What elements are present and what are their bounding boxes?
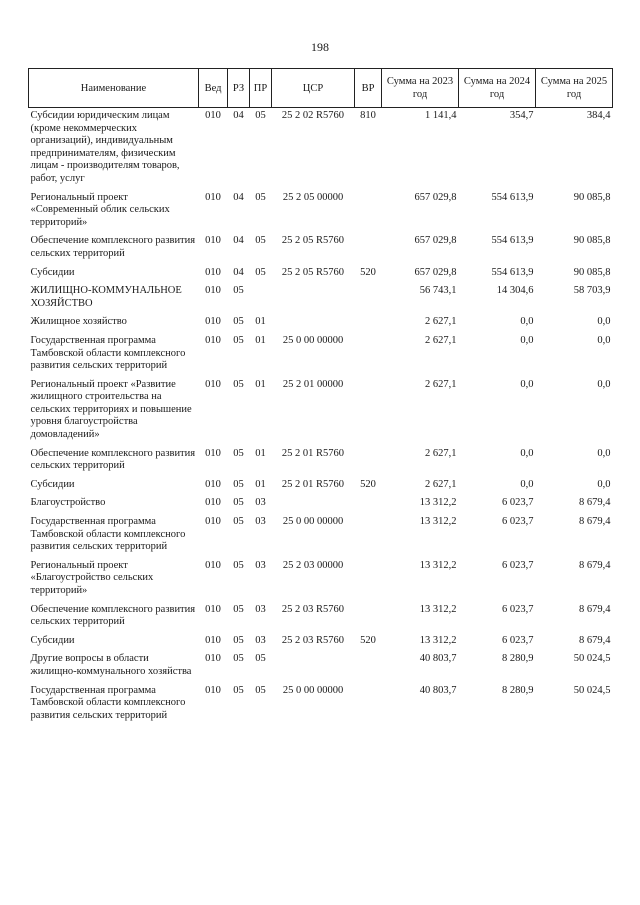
cell-sum-2024: 6 023,7 <box>502 559 534 571</box>
table-row <box>29 477 613 496</box>
cell-sum-2025: 8 679,4 <box>579 516 611 528</box>
cell-name: Субсидии <box>30 266 75 278</box>
column-header-sum-2023: Сумма на 2023 год <box>382 69 459 108</box>
cell-vr <box>355 651 382 682</box>
cell-csr <box>272 495 355 514</box>
cell-pr: 01 <box>255 478 266 490</box>
cell-sum-2023: 2 627,1 <box>425 316 457 328</box>
cell-pr: 05 <box>255 266 266 278</box>
cell-name: Государственная программа Тамбовской области комплексного развития сельских территорий <box>30 334 186 372</box>
cell-rz: 05 <box>233 559 244 571</box>
cell-sum-2023: 13 312,2 <box>419 603 457 615</box>
cell-ved: 010 <box>205 285 221 297</box>
cell-sum-2024: 6 023,7 <box>502 634 534 646</box>
table-row <box>29 190 613 234</box>
cell-sum-2023: 1 141,4 <box>425 110 457 121</box>
table-row <box>29 283 613 314</box>
cell-csr: 25 0 00 00000 <box>282 334 344 346</box>
cell-csr: 25 2 01 00000 <box>282 378 344 390</box>
cell-vr: 810 <box>360 110 376 121</box>
cell-ved: 010 <box>205 334 221 346</box>
cell-vr <box>355 333 382 377</box>
table-row <box>29 495 613 514</box>
column-header-sum-2025: Сумма на 2025 год <box>536 69 613 108</box>
table-row <box>29 651 613 682</box>
cell-ved: 010 <box>205 378 221 390</box>
cell-sum-2025: 8 679,4 <box>579 634 611 646</box>
cell-pr: 03 <box>255 497 266 509</box>
cell-sum-2024: 6 023,7 <box>502 516 534 528</box>
cell-pr: 03 <box>255 559 266 571</box>
cell-rz: 05 <box>233 378 244 390</box>
cell-vr <box>355 514 382 558</box>
cell-sum-2025: 0,0 <box>597 478 611 490</box>
cell-csr <box>272 314 355 333</box>
table-row <box>29 265 613 284</box>
cell-rz: 05 <box>233 634 244 646</box>
cell-sum-2024: 0,0 <box>520 447 534 459</box>
cell-name: ЖИЛИЩНО-КОММУНАЛЬНОЕ ХОЗЯЙСТВО <box>30 285 182 309</box>
cell-ved: 010 <box>205 653 221 665</box>
cell-csr: 25 2 01 R5760 <box>281 478 345 490</box>
cell-vr <box>355 283 382 314</box>
cell-sum-2024: 354,7 <box>509 110 534 121</box>
table-body <box>29 108 613 727</box>
cell-pr: 03 <box>255 603 266 615</box>
cell-sum-2023: 2 627,1 <box>425 447 457 459</box>
cell-csr: 25 2 05 R5760 <box>281 235 345 247</box>
cell-sum-2025: 50 024,5 <box>573 684 611 696</box>
table-row <box>29 514 613 558</box>
cell-sum-2023: 56 743,1 <box>419 285 457 297</box>
column-header-name: Наименование <box>29 69 199 108</box>
cell-rz: 05 <box>233 334 244 346</box>
cell-ved: 010 <box>205 316 221 328</box>
cell-pr: 01 <box>255 447 266 459</box>
cell-vr: 520 <box>360 266 376 278</box>
cell-sum-2023: 40 803,7 <box>419 653 457 665</box>
table-row <box>29 108 613 190</box>
cell-vr <box>355 377 382 446</box>
cell-ved: 010 <box>205 603 221 615</box>
cell-name: Субсидии <box>30 634 75 646</box>
cell-sum-2023: 40 803,7 <box>419 684 457 696</box>
cell-name: Субсидии юридическим лицам (кроме некоммерческих организаций), индивидуальным предпринимателям, физическим лицам - производителям товаров, работ, услуг <box>30 110 180 184</box>
cell-pr: 01 <box>255 378 266 390</box>
cell-rz: 04 <box>233 235 244 247</box>
cell-pr: 05 <box>255 110 266 121</box>
table-header-row <box>29 69 613 108</box>
page-number: 198 <box>311 40 329 54</box>
cell-vr: 520 <box>360 634 376 646</box>
cell-ved: 010 <box>205 191 221 203</box>
cell-rz: 04 <box>233 110 244 121</box>
cell-name: Обеспечение комплексного развития сельских территорий <box>30 235 196 259</box>
cell-sum-2024: 6 023,7 <box>502 497 534 509</box>
cell-vr <box>355 314 382 333</box>
cell-sum-2025: 384,4 <box>586 110 611 121</box>
table-row <box>29 683 613 727</box>
table-row <box>29 446 613 477</box>
cell-sum-2023: 13 312,2 <box>419 497 457 509</box>
cell-sum-2024: 554 613,9 <box>491 235 534 247</box>
cell-rz: 05 <box>233 684 244 696</box>
cell-sum-2025: 8 679,4 <box>579 603 611 615</box>
cell-csr: 25 2 03 00000 <box>282 559 344 571</box>
cell-ved: 010 <box>205 478 221 490</box>
table-row <box>29 633 613 652</box>
cell-sum-2025: 8 679,4 <box>579 559 611 571</box>
table-row <box>29 333 613 377</box>
table-row <box>29 233 613 264</box>
cell-name: Другие вопросы в области жилищно-коммунального хозяйства <box>30 653 192 677</box>
cell-sum-2023: 657 029,8 <box>414 191 457 203</box>
cell-pr: 05 <box>255 235 266 247</box>
cell-sum-2023: 13 312,2 <box>419 634 457 646</box>
table-row <box>29 314 613 333</box>
cell-name: Государственная программа Тамбовской области комплексного развития сельских территорий <box>30 516 186 553</box>
cell-vr <box>355 558 382 602</box>
cell-pr: 05 <box>255 653 266 665</box>
cell-rz: 04 <box>233 191 244 203</box>
column-header-vr: ВР <box>355 69 382 108</box>
cell-ved: 010 <box>205 684 221 696</box>
cell-sum-2025: 90 085,8 <box>573 266 611 278</box>
cell-sum-2024: 554 613,9 <box>491 266 534 278</box>
cell-pr: 01 <box>255 334 266 346</box>
cell-sum-2025: 90 085,8 <box>573 191 611 203</box>
cell-sum-2025: 0,0 <box>597 334 611 346</box>
cell-sum-2024: 14 304,6 <box>496 285 534 297</box>
cell-rz: 05 <box>233 603 244 615</box>
cell-vr <box>355 683 382 727</box>
cell-ved: 010 <box>205 516 221 528</box>
cell-name: Региональный проект «Благоустройство сельских территорий» <box>30 559 154 596</box>
cell-ved: 010 <box>205 497 221 509</box>
cell-name: Региональный проект «Современный облик сельских территорий» <box>30 191 170 228</box>
cell-sum-2024: 0,0 <box>520 334 534 346</box>
cell-rz: 05 <box>233 285 244 297</box>
cell-sum-2023: 2 627,1 <box>425 334 457 346</box>
cell-sum-2024: 0,0 <box>520 316 534 328</box>
cell-sum-2024: 8 280,9 <box>502 653 534 665</box>
cell-pr <box>250 283 272 314</box>
cell-sum-2025: 0,0 <box>597 316 611 328</box>
cell-rz: 05 <box>233 653 244 665</box>
cell-pr: 03 <box>255 634 266 646</box>
cell-sum-2024: 8 280,9 <box>502 684 534 696</box>
column-header-sum-2024: Сумма на 2024 год <box>459 69 536 108</box>
cell-pr: 05 <box>255 684 266 696</box>
cell-name: Обеспечение комплексного развития сельских территорий <box>30 447 196 472</box>
cell-rz: 05 <box>233 478 244 490</box>
cell-csr: 25 2 05 00000 <box>282 191 344 203</box>
cell-csr: 25 2 02 R5760 <box>281 110 345 121</box>
cell-pr: 05 <box>255 191 266 203</box>
cell-rz: 05 <box>233 447 244 459</box>
budget-table <box>28 68 613 726</box>
cell-csr: 25 2 01 R5760 <box>281 447 345 459</box>
cell-name: Благоустройство <box>30 497 106 509</box>
cell-vr <box>355 602 382 633</box>
table-row <box>29 558 613 602</box>
cell-csr: 25 2 03 R5760 <box>281 634 345 646</box>
cell-sum-2024: 0,0 <box>520 378 534 390</box>
cell-sum-2023: 13 312,2 <box>419 559 457 571</box>
column-header-rz: РЗ <box>228 69 250 108</box>
column-header-ved: Вед <box>199 69 228 108</box>
cell-ved: 010 <box>205 447 221 459</box>
cell-csr <box>272 651 355 682</box>
cell-name: Обеспечение комплексного развития сельских территорий <box>30 603 196 628</box>
cell-vr <box>355 446 382 477</box>
cell-name: Жилищное хозяйство <box>30 316 127 328</box>
cell-sum-2023: 13 312,2 <box>419 516 457 528</box>
cell-rz: 05 <box>233 497 244 509</box>
cell-ved: 010 <box>205 235 221 247</box>
cell-ved: 010 <box>205 110 221 121</box>
cell-sum-2025: 50 024,5 <box>573 653 611 665</box>
cell-sum-2025: 8 679,4 <box>579 497 611 509</box>
cell-sum-2025: 0,0 <box>597 447 611 459</box>
cell-csr: 25 2 03 R5760 <box>281 603 345 615</box>
cell-sum-2025: 58 703,9 <box>573 285 611 297</box>
cell-sum-2023: 657 029,8 <box>414 235 457 247</box>
cell-sum-2023: 2 627,1 <box>425 378 457 390</box>
cell-sum-2024: 6 023,7 <box>502 603 534 615</box>
cell-sum-2023: 2 627,1 <box>425 478 457 490</box>
cell-rz: 04 <box>233 266 244 278</box>
cell-csr: 25 2 05 R5760 <box>281 266 345 278</box>
cell-csr <box>272 283 355 314</box>
cell-csr: 25 0 00 00000 <box>282 684 344 696</box>
cell-ved: 010 <box>205 559 221 571</box>
cell-rz: 05 <box>233 316 244 328</box>
column-header-pr: ПР <box>250 69 272 108</box>
cell-sum-2025: 90 085,8 <box>573 235 611 247</box>
cell-ved: 010 <box>205 634 221 646</box>
table-row <box>29 377 613 446</box>
table-row <box>29 602 613 633</box>
cell-name: Государственная программа Тамбовской области комплексного развития сельских территорий <box>30 684 186 721</box>
cell-rz: 05 <box>233 516 244 528</box>
column-header-csr: ЦСР <box>272 69 355 108</box>
cell-sum-2024: 554 613,9 <box>491 191 534 203</box>
cell-vr: 520 <box>360 478 376 490</box>
cell-vr <box>355 190 382 234</box>
cell-pr: 01 <box>255 316 266 328</box>
cell-name: Субсидии <box>30 478 75 490</box>
cell-ved: 010 <box>205 266 221 278</box>
cell-name: Региональный проект «Развитие жилищного строительства на сельских территориях и повышение уровня благоустройства домовладений» <box>30 378 192 441</box>
cell-sum-2025: 0,0 <box>597 378 611 390</box>
cell-pr: 03 <box>255 516 266 528</box>
cell-vr <box>355 495 382 514</box>
cell-sum-2024: 0,0 <box>520 478 534 490</box>
cell-vr <box>355 233 382 264</box>
cell-csr: 25 0 00 00000 <box>282 516 344 528</box>
cell-sum-2023: 657 029,8 <box>414 266 457 278</box>
